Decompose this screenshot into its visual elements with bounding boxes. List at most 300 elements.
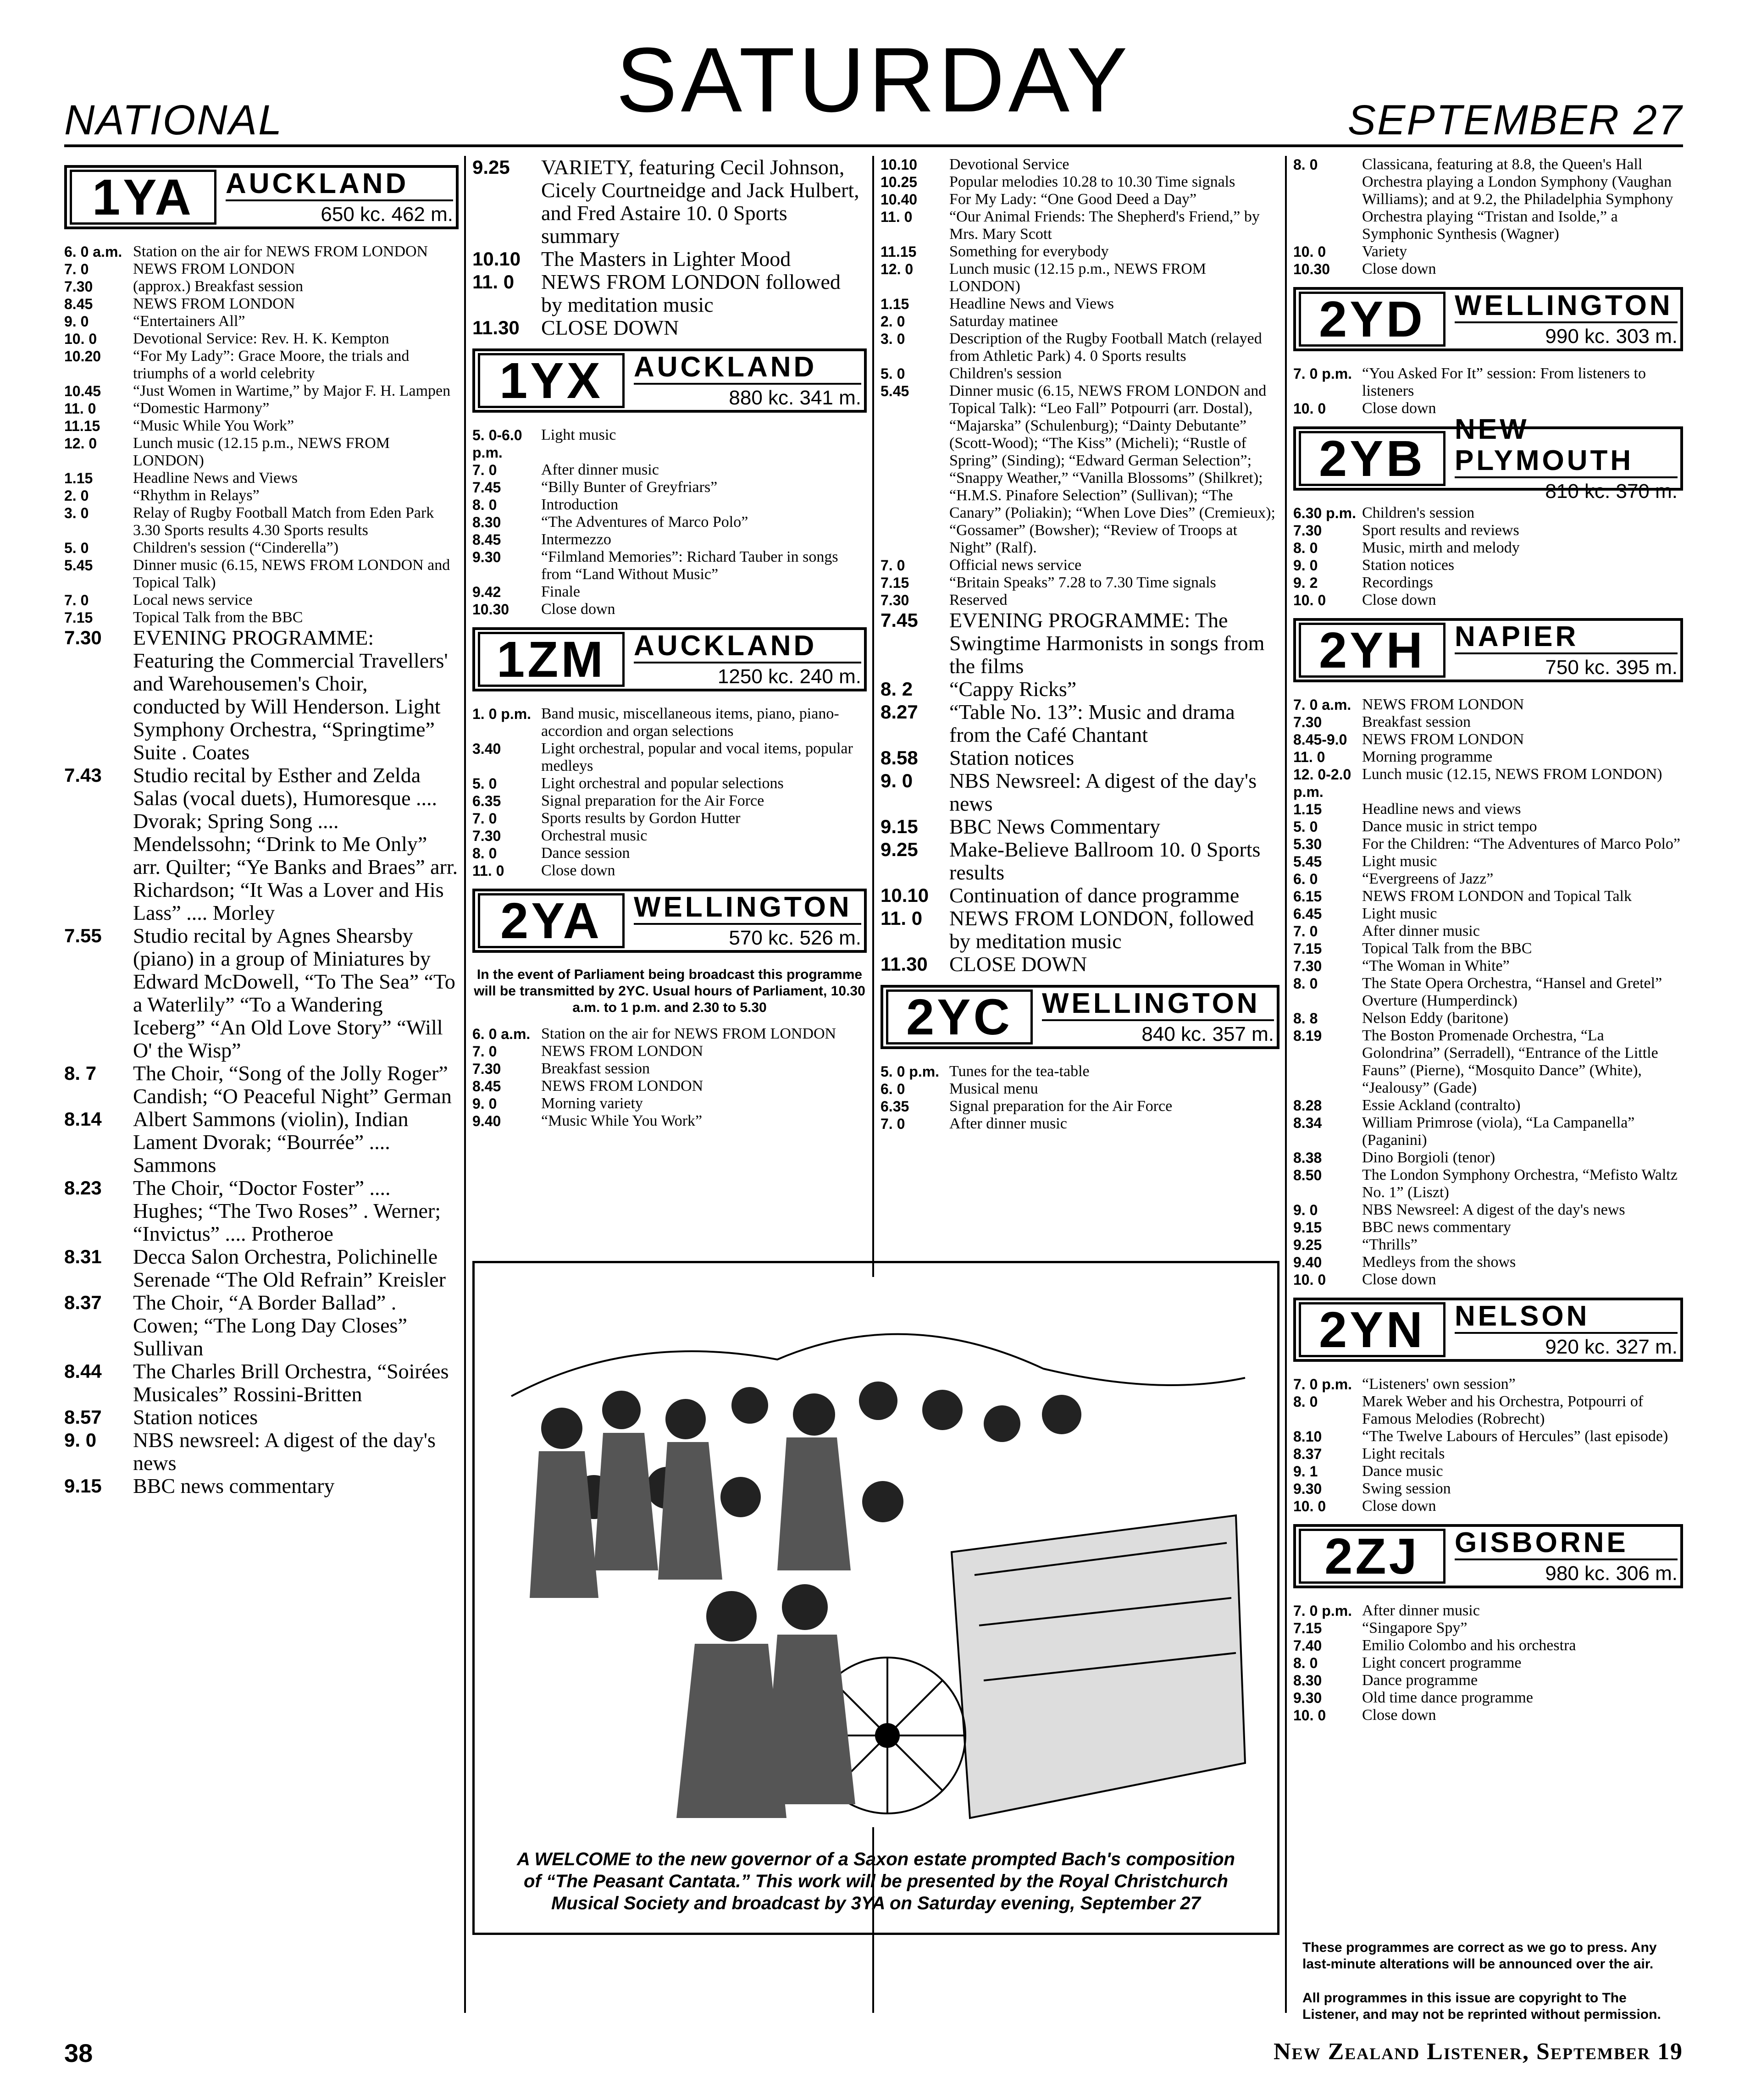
programme-time: 1.15 [881, 296, 909, 312]
programme-time: 7. 0 p.m. [1293, 365, 1352, 382]
programme-text: Light concert programme [1362, 1654, 1522, 1671]
programme-time: 7.43 [64, 764, 102, 786]
programme-item [1293, 1254, 1683, 1271]
programme-text: Official news service [949, 557, 1082, 574]
programme-item [881, 330, 1279, 365]
programme-item [881, 838, 1279, 884]
programme-text: Topical Talk from the BBC [133, 609, 303, 626]
programme-item [64, 260, 459, 278]
programme-list [1293, 504, 1683, 609]
programme-text: “Domestic Harmony” [133, 400, 270, 417]
header-rule [64, 144, 1683, 147]
programme-time: 8.50 [1293, 1167, 1322, 1183]
programme-time: 7.15 [1293, 1620, 1322, 1636]
programme-time: 9.30 [1293, 1690, 1322, 1706]
station-frequency: 750 kc. 395 m. [1545, 656, 1678, 679]
programme-item [64, 1245, 459, 1291]
programme-text: Station notices [949, 746, 1074, 769]
programme-time: 8.31 [64, 1246, 102, 1267]
programme-text: BBC News Commentary [949, 815, 1160, 838]
programme-text: Classicana, featuring at 8.8, the Queen's Hall Orchestra playing a London Symphony (Vaughan Williams); and at 9.2, the Philadelphia Symphony Orchestra playing “Tristan and Isolde,” a Symphonic Synthesis (Wagner) [1362, 156, 1673, 243]
programme-item [472, 1112, 867, 1130]
programme-item [1293, 870, 1683, 888]
station-header-2yc [881, 985, 1279, 1049]
programme-item [881, 382, 1279, 557]
programme-item [1293, 1393, 1683, 1428]
programme-time: 3. 0 [881, 331, 905, 347]
programme-time: 10.45 [64, 383, 101, 399]
programme-list [881, 609, 1279, 976]
programme-text: Old time dance programme [1362, 1689, 1533, 1706]
programme-text: Marek Weber and his Orchestra, Potpourri of Famous Melodies (Robrecht) [1362, 1393, 1644, 1427]
programme-time: 6. 0 [1293, 871, 1318, 887]
programme-item [1293, 1236, 1683, 1254]
programme-time: 11.15 [64, 418, 100, 434]
programme-list [472, 1025, 867, 1130]
programme-text: Light orchestral, popular and vocal items, popular medleys [541, 740, 853, 774]
programme-text: Sports results by Gordon Hutter [541, 810, 741, 827]
programme-text: “You Asked For It” session: From listeners to listeners [1362, 365, 1646, 399]
programme-time: 7.15 [881, 575, 909, 591]
programme-item [64, 243, 459, 260]
programme-time: 6.15 [1293, 888, 1322, 905]
programme-list [472, 426, 867, 618]
programme-time: 7.30 [881, 592, 909, 608]
programme-item [472, 845, 867, 862]
programme-time: 8.10 [1293, 1428, 1322, 1445]
programme-text: After dinner music [1362, 1602, 1480, 1619]
programme-item [881, 769, 1279, 815]
programme-item [1293, 1166, 1683, 1201]
programme-time: 10.10 [881, 884, 929, 906]
programme-item [1293, 1480, 1683, 1498]
programme-item [472, 426, 867, 461]
programme-text: The Masters in Lighter Mood [541, 247, 791, 271]
programme-text: NEWS FROM LONDON followed by meditation music [541, 270, 841, 316]
station-header-2yh [1293, 618, 1683, 682]
programme-item [881, 208, 1279, 243]
programme-item [64, 591, 459, 609]
programme-text: Dinner music (6.15, NEWS FROM LONDON and Topical Talk): “Leo Fall” Potpourri (arr. Dostal), “Majarska” (Schulenburg); “Dainty Debutante” (Scott-Wood); “The Kiss” (Micheli); “Rustle of Spring” (Sinding); “Edward German Selection”; “Snappy Weather,” “Vanilla Blossoms” (Shilkret); “H.M.S. Pinafore Selection” (Sullivan); “The Canary” (Poliakin); “When Love Dies” (Cremieux); “Gossamer” (Bowsher); “Review of Troops at Night” (Ralf). [949, 382, 1275, 556]
programme-text: Headline News and Views [133, 470, 298, 486]
programme-time: 9. 2 [1293, 575, 1318, 591]
programme-text: “Billy Bunter of Greyfriars” [541, 479, 718, 496]
programme-text: Devotional Service [949, 156, 1069, 173]
programme-time: 6.30 p.m. [1293, 505, 1356, 521]
programme-item [1293, 1219, 1683, 1236]
programme-item [472, 1095, 867, 1112]
station-logo: 2YN [1299, 1302, 1445, 1357]
programme-time: 9.42 [472, 584, 501, 600]
programme-text: Nelson Eddy (baritone) [1362, 1010, 1509, 1027]
programme-time: 9. 0 [64, 313, 89, 330]
programme-list [1293, 1376, 1683, 1515]
programme-time: 8. 0 [1293, 156, 1318, 173]
programme-item [881, 1098, 1279, 1115]
programme-item [881, 907, 1279, 953]
station-name: NAPIER [1455, 621, 1678, 654]
programme-time: 8. 0 [1293, 975, 1318, 992]
station-name: WELLINGTON [1455, 290, 1678, 323]
programme-item [64, 1291, 459, 1360]
programme-item [1293, 853, 1683, 870]
programme-time: 8. 8 [1293, 1010, 1318, 1027]
station-frequency: 840 kc. 357 m. [1141, 1023, 1274, 1046]
programme-time: 11. 0 [472, 271, 515, 293]
parliament-notice: In the event of Parliament being broadcast this programme will be transmitted by 2YC. Usual hours of Parliament, 10.30 a.m. to 1 p.m. and 2.30 to 5.30 [474, 967, 865, 1015]
programme-time: 7.30 [64, 627, 102, 648]
programme-time: 5. 0 [472, 775, 497, 792]
programme-text: The London Symphony Orchestra, “Mefisto Waltz No. 1” (Liszt) [1362, 1166, 1678, 1201]
station-header-2zj [1293, 1524, 1683, 1588]
programme-text: Reserved [949, 591, 1008, 608]
programme-item [881, 1063, 1279, 1080]
programme-time: 8.19 [1293, 1028, 1322, 1044]
programme-text: “Music While You Work” [541, 1112, 703, 1129]
programme-text: The Charles Brill Orchestra, “Soirées Musicales” Rossini-Britten [133, 1359, 449, 1406]
programme-text: Albert Sammons (violin), Indian Lament Dvorak; “Bourrée” .... Sammons [133, 1107, 409, 1177]
programme-time: 8.44 [64, 1360, 102, 1382]
station-name: AUCKLAND [634, 630, 861, 663]
programme-text: Devotional Service: Rev. H. K. Kempton [133, 330, 389, 347]
programme-item [64, 1429, 459, 1475]
programme-item [881, 678, 1279, 701]
programme-item [881, 557, 1279, 574]
programme-text: “Listeners' own session” [1362, 1376, 1516, 1393]
programme-text: Headline news and views [1362, 801, 1521, 818]
station-name: GISBORNE [1455, 1527, 1678, 1560]
programme-item [1293, 1654, 1683, 1672]
programme-item [64, 1360, 459, 1406]
programme-text: Decca Salon Orchestra, Polichinelle Serenade “The Old Refrain” Kreisler [133, 1245, 446, 1291]
programme-text: NBS Newsreel: A digest of the day's news [949, 769, 1257, 815]
programme-item [881, 1080, 1279, 1098]
programme-text: Dance music [1362, 1463, 1443, 1480]
station-frequency: 570 kc. 526 m. [729, 927, 861, 950]
programme-item [472, 531, 867, 548]
station-header-2yn [1293, 1298, 1683, 1362]
programme-item [472, 792, 867, 810]
column-divider [464, 156, 466, 2013]
programme-text: Band music, miscellaneous items, piano, piano-accordion and organ selections [541, 705, 839, 740]
programme-item [881, 156, 1279, 173]
programme-time: 6. 0 a.m. [472, 1026, 531, 1042]
programme-text: William Primrose (viola), “La Campanella” (Paganini) [1362, 1114, 1635, 1149]
programme-time: 9.25 [472, 156, 510, 178]
programme-text: “The Adventures of Marco Polo” [541, 514, 748, 531]
programme-time: 8.34 [1293, 1115, 1322, 1131]
header-date: SEPTEMBER 27 [1347, 97, 1683, 144]
station-name: AUCKLAND [226, 168, 453, 201]
programme-list [881, 1063, 1279, 1133]
programme-time: 9.25 [881, 839, 918, 860]
programme-time: 5.45 [881, 383, 909, 399]
programme-item [881, 1115, 1279, 1133]
programme-item [64, 1475, 459, 1498]
programme-time: 3.40 [472, 741, 501, 757]
programme-time: 7.15 [1293, 940, 1322, 957]
programme-text: Lunch music (12.15 p.m., NEWS FROM LONDON) [949, 260, 1207, 295]
programme-text: Station on the air for NEWS FROM LONDON [541, 1025, 836, 1042]
station-name: WELLINGTON [634, 892, 861, 925]
programme-text: Close down [541, 862, 615, 879]
programme-text: Emilio Colombo and his orchestra [1362, 1637, 1576, 1654]
station-frequency: 920 kc. 327 m. [1545, 1336, 1678, 1359]
programme-text: “Entertainers All” [133, 313, 245, 330]
programme-text: Light recitals [1362, 1445, 1445, 1462]
programme-time: 8.27 [881, 701, 918, 723]
programme-text: Close down [1362, 591, 1436, 608]
programme-item [472, 496, 867, 514]
programme-item [881, 746, 1279, 769]
programme-time: 7. 0 [881, 557, 905, 574]
station-frequency: 880 kc. 341 m. [729, 387, 861, 409]
programme-text: The Boston Promenade Orchestra, “La Golondrina” (Serradell), “Entrance of the Little Fauns” (Pierne), “Mosquito Dance” (White), “Jealousy” (Gade) [1362, 1027, 1658, 1096]
programme-text: EVENING PROGRAMME: The Swingtime Harmonists in songs from the films [949, 608, 1265, 678]
programme-time: 8. 0 [472, 845, 497, 862]
programme-item [472, 705, 867, 740]
programme-item [1293, 1010, 1683, 1027]
programme-text: Morning programme [1362, 748, 1493, 765]
programme-item [64, 504, 459, 539]
column-divider [1285, 156, 1287, 2013]
programme-time: 8.23 [64, 1177, 102, 1199]
programme-item [1293, 1619, 1683, 1637]
programme-text: Station on the air for NEWS FROM LONDON [133, 243, 428, 260]
programme-time: 2. 0 [881, 313, 905, 330]
programme-time: 9. 0 [64, 1429, 97, 1451]
programme-text: NEWS FROM LONDON and Topical Talk [1362, 888, 1632, 905]
programme-text: After dinner music [1362, 923, 1480, 939]
programme-item [64, 1108, 459, 1177]
programme-text: “Rhythm in Relays” [133, 487, 260, 504]
programme-time: 9. 0 [881, 770, 913, 791]
programme-item [1293, 1428, 1683, 1445]
column-1 [64, 156, 459, 1498]
programme-item [881, 191, 1279, 208]
programme-text: (approx.) Breakfast session [133, 278, 304, 295]
programme-item [1293, 1689, 1683, 1707]
programme-time: 8.14 [64, 1108, 102, 1130]
station-header-1ya [64, 165, 459, 229]
programme-time: 7.30 [1293, 714, 1322, 730]
programme-text: Light orchestral and popular selections [541, 775, 784, 792]
programme-item [1293, 522, 1683, 539]
programme-text: “Cappy Ricks” [949, 677, 1077, 701]
programme-text: Studio recital by Esther and Zelda Salas (vocal duets), Humoresque .... Dvorak; Spring Song .... Mendelssohn; “Drink to Me Only” arr. Quilter; “Ye Banks and Braes” arr. Richardson; “It Was a Lover and His Lass” .... Morley [133, 763, 458, 924]
programme-time: 7. 0 [64, 261, 89, 277]
programme-time: 7.30 [1293, 522, 1322, 539]
programme-time: 8.28 [1293, 1097, 1322, 1114]
station-frequency: 980 kc. 306 m. [1545, 1562, 1678, 1585]
programme-item [1293, 1707, 1683, 1724]
programme-text: Continuation of dance programme [949, 884, 1240, 907]
programme-time: 8.30 [472, 514, 501, 531]
programme-text: VARIETY, featuring Cecil Johnson, Cicely Courtneidge and Jack Hulbert, and Fred Astaire 10. 0 Sports summary [541, 155, 859, 248]
programme-text: “Music While You Work” [133, 417, 294, 434]
programme-time: 8.30 [1293, 1672, 1322, 1689]
programme-time: 6.35 [472, 793, 501, 809]
programme-time: 7.15 [64, 609, 93, 626]
programme-item [1293, 539, 1683, 557]
programme-text: NEWS FROM LONDON [133, 260, 295, 277]
programme-text: Topical Talk from the BBC [1362, 940, 1532, 957]
programme-item [1293, 504, 1683, 522]
station-logo: 2YB [1299, 431, 1445, 486]
station-logo: 2YA [478, 893, 625, 948]
programme-time: 5. 0 p.m. [881, 1063, 940, 1080]
programme-time: 8. 0 [472, 497, 497, 513]
programme-item [472, 461, 867, 479]
programme-item [472, 775, 867, 792]
programme-text: Orchestral music [541, 827, 648, 844]
programme-item [881, 591, 1279, 609]
programme-item [472, 248, 867, 271]
programme-text: NBS newsreel: A digest of the day's news [133, 1428, 436, 1475]
programme-text: Swing session [1362, 1480, 1451, 1497]
programme-time: 5. 0 [64, 540, 89, 556]
station-logo: 1YX [478, 353, 625, 408]
programme-time: 7.55 [64, 925, 102, 946]
programme-item [64, 400, 459, 417]
programme-text: NEWS FROM LONDON [541, 1078, 703, 1094]
programme-time: 10. 0 [1293, 400, 1326, 417]
programme-text: Breakfast session [1362, 713, 1471, 730]
programme-time: 8. 0 [1293, 1655, 1318, 1671]
programme-item [472, 1043, 867, 1060]
programme-item [472, 479, 867, 496]
programme-text: “The Twelve Labours of Hercules” (last episode) [1362, 1428, 1668, 1445]
programme-item [1293, 923, 1683, 940]
station-logo: 2ZJ [1299, 1529, 1445, 1584]
programme-item [1293, 748, 1683, 766]
programme-item [1293, 260, 1683, 278]
programme-time: 11. 0 [64, 400, 96, 417]
programme-text: BBC news commentary [133, 1474, 335, 1498]
programme-time: 5.45 [64, 557, 93, 574]
programme-text: The Choir, “Doctor Foster” .... Hughes; “The Two Roses” . Werner; “Invictus” .... Protheroe [133, 1176, 441, 1245]
programme-text: Breakfast session [541, 1060, 650, 1077]
programme-item [472, 514, 867, 531]
programme-item [64, 348, 459, 382]
programme-list [881, 156, 1279, 609]
programme-text: “Evergreens of Jazz” [1362, 870, 1494, 887]
programme-text: Local news service [133, 591, 253, 608]
page-header [64, 28, 1683, 142]
header-left: NATIONAL [64, 97, 283, 144]
programme-text: Children's session [949, 365, 1062, 382]
programme-item [881, 815, 1279, 838]
programme-item [1293, 1672, 1683, 1689]
station-name: NEW PLYMOUTH [1455, 414, 1678, 478]
programme-item [1293, 888, 1683, 905]
programme-text: Light music [541, 426, 616, 443]
programme-time: 9.30 [472, 549, 501, 565]
programme-item [1293, 1602, 1683, 1619]
programme-time: 10.10 [881, 156, 918, 173]
programme-time: 6. 0 [881, 1081, 905, 1097]
programme-time: 9.25 [1293, 1237, 1322, 1253]
programme-item [64, 626, 459, 764]
footnote-copyright: All programmes in this issue are copyright to The Listener, and may not be reprinted without permission. [1302, 1990, 1661, 2022]
programme-time: 7. 0 a.m. [1293, 696, 1351, 713]
cantata-illustration [493, 1277, 1263, 1827]
programme-text: CLOSE DOWN [541, 316, 679, 339]
programme-item [881, 243, 1279, 260]
programme-item [64, 924, 459, 1062]
programme-text: “For My Lady”: Grace Moore, the trials and triumphs of a world celebrity [133, 348, 410, 382]
programme-text: NEWS FROM LONDON [541, 1043, 703, 1060]
programme-text: EVENING PROGRAMME: Featuring the Commercial Travellers' and Warehousemen's Choir, conducted by Will Henderson. Light Symphony Orchestra, “Springtime” Suite . Coates [133, 626, 448, 764]
programme-list [64, 626, 459, 1498]
programme-item [1293, 1445, 1683, 1463]
programme-item [1293, 243, 1683, 260]
programme-text: The Choir, “Song of the Jolly Roger” Candish; “O Peaceful Night” German [133, 1061, 452, 1108]
programme-time: 7.40 [1293, 1637, 1322, 1654]
programme-text: Close down [1362, 1707, 1436, 1724]
programme-item [1293, 1376, 1683, 1393]
programme-item [64, 435, 459, 470]
programme-item [472, 810, 867, 827]
programme-item [1293, 1149, 1683, 1166]
programme-item [64, 1406, 459, 1429]
programme-text: “Filmland Memories”: Richard Tauber in songs from “Land Without Music” [541, 548, 838, 583]
programme-item [1293, 1271, 1683, 1288]
programme-text: “The Woman in White” [1362, 957, 1510, 974]
programme-time: 7.30 [1293, 958, 1322, 974]
programme-text: Popular melodies 10.28 to 10.30 Time signals [949, 173, 1235, 190]
programme-item [1293, 1097, 1683, 1114]
station-logo: 2YC [886, 989, 1033, 1044]
programme-item [472, 601, 867, 618]
programme-text: “Thrills” [1362, 1236, 1418, 1253]
programme-time: 10. 0 [1293, 1498, 1326, 1514]
programme-text: NBS Newsreel: A digest of the day's news [1362, 1201, 1625, 1218]
programme-text: Station notices [1362, 557, 1455, 574]
programme-time: 6. 0 a.m. [64, 243, 122, 260]
programme-item [472, 583, 867, 601]
programme-time: 10. 0 [1293, 1271, 1326, 1288]
programme-time: 8. 7 [64, 1062, 97, 1084]
programme-text: “Our Animal Friends: The Shepherd's Friend,” by Mrs. Mary Scott [949, 208, 1260, 243]
programme-time: 2. 0 [64, 487, 89, 504]
programme-text: Lunch music (12.15, NEWS FROM LONDON) [1362, 766, 1662, 783]
programme-text: BBC news commentary [1362, 1219, 1511, 1236]
page-number: 38 [64, 2039, 93, 2067]
programme-item [472, 548, 867, 583]
programme-time: 1.15 [64, 470, 93, 486]
programme-text: “Singapore Spy” [1362, 1619, 1468, 1636]
programme-item [881, 365, 1279, 382]
programme-time: 8.45 [472, 1078, 501, 1094]
programme-text: NEWS FROM LONDON [1362, 731, 1524, 748]
programme-time: 11. 0 [881, 209, 913, 225]
programme-time: 10.20 [64, 348, 101, 365]
programme-time: 1.15 [1293, 801, 1322, 818]
programme-time: 9.30 [1293, 1481, 1322, 1497]
programme-item [1293, 696, 1683, 713]
station-logo: 2YH [1299, 623, 1445, 678]
programme-time: 7. 0 [472, 462, 497, 478]
programme-time: 7.45 [881, 609, 918, 631]
programme-text: NEWS FROM LONDON [133, 295, 295, 312]
programme-item [472, 1060, 867, 1078]
programme-item [1293, 940, 1683, 957]
programme-time: 10.40 [881, 191, 918, 208]
station-frequency: 990 kc. 303 m. [1545, 325, 1678, 348]
programme-item [1293, 1498, 1683, 1515]
programme-item [472, 862, 867, 879]
